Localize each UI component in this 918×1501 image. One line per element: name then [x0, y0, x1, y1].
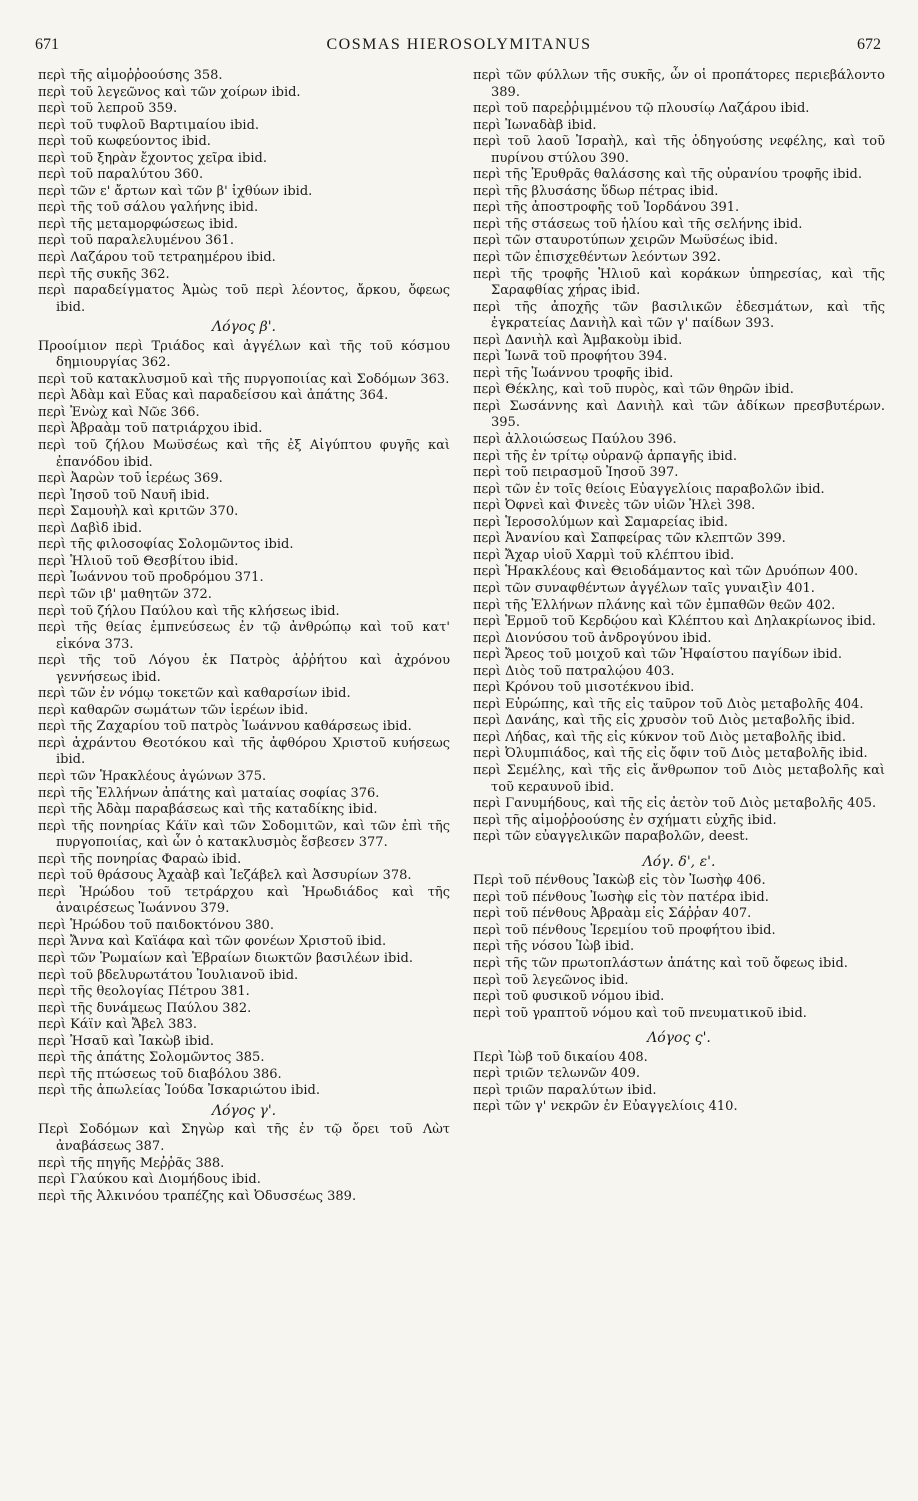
index-entry: περὶ Λήδας, καὶ τῆς εἰς κύκνον τοῦ Διὸς μεταβολῆς ibid. [473, 729, 846, 745]
index-entry: Περὶ Ἰὼβ τοῦ δικαίου 408. [473, 1049, 648, 1065]
index-entry: περὶ τοῦ παραλελυμένου 361. [38, 233, 234, 249]
index-entry: περὶ τοῦ κωφεύοντος ibid. [38, 134, 211, 150]
index-entry: περὶ τῆς τῶν πρωτοπλάστων ἀπάτης καὶ τοῦ ὄφεως ibid. [473, 955, 848, 971]
index-entry: περὶ τῶν συναφθέντων ἀγγέλων ταῖς γυναιξὶν 401. [473, 580, 815, 596]
index-entry: περὶ τῆς μεταμορφώσεως ibid. [38, 216, 239, 232]
right-column [473, 68, 885, 1116]
index-entry: περὶ Ἡρώδου τοῦ τετράρχου καὶ Ἡρωδιάδος καὶ τῆς ἀναιρέσεως Ἰωάννου 379. [38, 884, 450, 917]
index-entry: περὶ τῶν ε' ἄρτων καὶ τῶν β' ἰχθύων ibid. [38, 183, 313, 199]
index-entry: περὶ τῆς Ἀλκινόου τραπέζης καὶ Ὀδυσσέως 389. [38, 1188, 357, 1204]
index-entry: περὶ τῆς πηγῆς Μεῤῥᾶς 388. [38, 1155, 225, 1171]
index-entry: περὶ Διὸς τοῦ πατραλῴου 403. [473, 663, 675, 679]
index-entry: περὶ Ἐνὼχ καὶ Νῶε 366. [38, 404, 200, 420]
index-entry: περὶ τῆς φιλοσοφίας Σολομῶντος ibid. [38, 537, 294, 553]
index-entry: περὶ τῶν ιβ' μαθητῶν 372. [38, 586, 212, 602]
index-entry: περὶ τοῦ τυφλοῦ Βαρτιμαίου ibid. [38, 117, 260, 133]
index-entry: περὶ τῆς Ἐρυθρᾶς θαλάσσης καὶ τῆς οὐρανίου τροφῆς ibid. [473, 167, 863, 183]
index-entry: περὶ τοῦ γραπτοῦ νόμου καὶ τοῦ πνευματικοῦ ibid. [473, 1005, 807, 1021]
index-entry: περὶ Γλαύκου καὶ Διομήδους ibid. [38, 1172, 261, 1188]
index-entry: περὶ Ἡρώδου τοῦ παιδοκτόνου 380. [38, 917, 274, 933]
index-entry: περὶ τοῦ ζήλου Μωϋσέως καὶ τῆς ἐξ Αἰγύπτου φυγῆς καὶ ἐπανόδου ibid. [38, 438, 450, 470]
index-entry: περὶ καθαρῶν σωμάτων τῶν ἱερέων ibid. [38, 702, 309, 718]
index-entry: περὶ τῆς θείας ἐμπνεύσεως ἐν τῷ ἀνθρώπῳ καὶ τοῦ κατ' εἰκόνα 373. [38, 620, 450, 652]
index-entry: περὶ τοῦ παραλύτου 360. [38, 167, 204, 183]
index-entry: περὶ Ἰωναδὰβ ibid. [473, 117, 597, 133]
index-entry: περὶ τῶν Ἡρακλέους ἀγώνων 375. [38, 768, 267, 784]
index-entry: περὶ τῶν σταυροτύπων χειρῶν Μωϋσέως ibid. [473, 233, 778, 249]
index-entry: περὶ τῆς ἀποχῆς τῶν βασιλικῶν ἐδεσμάτων, καὶ τῆς ἐγκρατείας Δανιὴλ καὶ τῶν γ' παίδων 393. [473, 299, 885, 332]
section-heading: Λόγος β'. [211, 319, 277, 336]
index-entry: περὶ παραδείγματος Ἀμὼς τοῦ περὶ λέοντος, ἄρκου, ὄφεως ibid. [38, 283, 450, 315]
index-entry: περὶ τῆς Ἑλλήνων πλάνης καὶ τῶν ἐμπαθῶν θεῶν 402. [473, 597, 836, 613]
index-entry: περὶ τοῦ πένθους Ἀβραὰμ εἰς Σάῤῥαν 407. [473, 906, 752, 922]
index-entry: περὶ τῆς τοῦ σάλου γαλήνης ibid. [38, 200, 259, 216]
index-entry: περὶ τοῦ λεγεῶνος ibid. [473, 972, 629, 988]
index-entry: περὶ Σωσάννης καὶ Δανιὴλ καὶ τῶν ἀδίκων πρεσβυτέρων. 395. [473, 398, 885, 431]
index-entry: περὶ Θέκλης, καὶ τοῦ πυρὸς, καὶ τῶν θηρῶν ibid. [473, 382, 794, 398]
index-entry: περὶ τῆς πονηρίας Κάϊν καὶ τῶν Σοδομιτῶν, καὶ τῶν ἐπὶ τῆς πυργοποιίας, καὶ ὧν ὁ κατακλυσμὸς ἔσβεσεν 377. [38, 818, 450, 851]
index-entry: περὶ τοῦ φυσικοῦ νόμου ibid. [473, 989, 665, 1005]
index-entry: περὶ Ἡλιοῦ τοῦ Θεσβίτου ibid. [38, 553, 239, 569]
index-entry: περὶ Ἑρμοῦ τοῦ Κερδῴου καὶ Κλέπτου καὶ Δηλακρίωνος ibid. [473, 614, 876, 630]
index-entry: περὶ τοῦ λεπροῦ 359. [38, 101, 178, 117]
index-entry: περὶ Σαμουὴλ καὶ κριτῶν 370. [38, 504, 239, 520]
index-entry: Περὶ Σοδόμων καὶ Σηγὼρ καὶ τῆς ἐν τῷ ὄρει τοῦ Λὼτ ἀναβάσεως 387. [38, 1122, 450, 1154]
index-entry: περὶ ἀλλοιώσεως Παύλου 396. [473, 432, 677, 448]
index-entry: περὶ τῶν Ῥωμαίων καὶ Ἑβραίων διωκτῶν βασιλέων ibid. [38, 950, 413, 966]
index-entry: περὶ τῆς δυνάμεως Παύλου 382. [38, 1000, 252, 1016]
index-entry: περὶ τῆς ἀπάτης Σολομῶντος 385. [38, 1050, 265, 1066]
index-entry: περὶ Δανιὴλ καὶ Ἀμβακοὺμ ibid. [473, 332, 683, 348]
index-entry: περὶ τῆς τοῦ Λόγου ἐκ Πατρὸς ἀῤῥήτου καὶ ἀχρόνου γεννήσεως ibid. [38, 653, 450, 685]
index-entry: περὶ τῶν γ' νεκρῶν ἐν Εὐαγγελίοις 410. [473, 1099, 738, 1115]
index-entry: περὶ Ἀαρὼν τοῦ ἱερέως 369. [38, 471, 223, 487]
index-entry: περὶ τριῶν παραλύτων ibid. [473, 1082, 657, 1098]
index-entry: περὶ τῆς ἐν τρίτῳ οὐρανῷ ἁρπαγῆς ibid. [473, 448, 738, 464]
index-entry: περὶ Ἀδὰμ καὶ Εὔας καὶ παραδείσου καὶ ἀπάτης 364. [38, 388, 389, 404]
entry-list [38, 1122, 450, 1205]
index-entry: Προοίμιον περὶ Τριάδος καὶ ἀγγέλων καὶ τῆς τοῦ κόσμου δημιουργίας 362. [38, 338, 450, 371]
index-entry: περὶ τοῦ κατακλυσμοῦ καὶ τῆς πυργοποιίας καὶ Σοδόμων 363. [38, 371, 450, 387]
index-entry: περὶ Γανυμήδους, καὶ τῆς εἰς ἀετὸν τοῦ Διὸς μεταβολῆς 405. [473, 796, 877, 812]
page-header [0, 36, 918, 60]
left-column [38, 68, 450, 1205]
index-entry: περὶ τοῦ λεγεῶνος καὶ τῶν χοίρων ibid. [38, 84, 301, 100]
index-entry: περὶ τῆς Ἑλλήνων ἀπάτης καὶ ματαίας σοφίας 376. [38, 785, 380, 801]
index-entry: περὶ τῶν ἐν τοῖς θείοις Εὐαγγελίοις παραβολῶν ibid. [473, 481, 825, 497]
section-heading: Λόγος γ'. [211, 1102, 277, 1119]
section-heading: Λόγος ς'. [647, 1030, 711, 1047]
index-entry: περὶ τῆς βλυσάσης ὕδωρ πέτρας ibid. [473, 183, 719, 199]
index-entry: περὶ τῆς στάσεως τοῦ ἡλίου καὶ τῆς σελήνης ibid. [473, 216, 803, 232]
index-entry: περὶ τοῦ λαοῦ Ἰσραὴλ, καὶ τῆς ὁδηγούσης νεφέλης, καὶ τοῦ πυρίνου στύλου 390. [473, 134, 885, 166]
index-entry: περὶ τοῦ πειρασμοῦ Ἰησοῦ 397. [473, 465, 679, 481]
entry-list [473, 1050, 885, 1116]
entry-list [473, 873, 885, 1022]
entry-list [38, 68, 450, 316]
index-entry: περὶ Σεμέλης, καὶ τῆς εἰς ἄνθρωπον τοῦ Διὸς μεταβολῆς καὶ τοῦ κεραυνοῦ ibid. [473, 762, 885, 795]
index-entry: περὶ τριῶν τελωνῶν 409. [473, 1066, 640, 1082]
index-entry: περὶ τοῦ θράσους Ἀχαὰβ καὶ Ἰεζάβελ καὶ Ἀσσυρίων 378. [38, 868, 412, 884]
index-entry: περὶ Ἱεροσολύμων καὶ Σαμαρείας ibid. [473, 514, 729, 530]
index-entry: περὶ τῆς ἀπωλείας Ἰούδα Ἰσκαριώτου ibid. [38, 1083, 321, 1099]
entry-list [38, 339, 450, 1100]
index-entry: περὶ τῶν φύλλων τῆς συκῆς, ὧν οἱ προπάτορες περιεβάλοντο 389. [473, 68, 885, 100]
index-entry: περὶ τῆς νόσου Ἰὼβ ibid. [473, 939, 635, 955]
index-entry: περὶ τῆς θεολογίας Πέτρου 381. [38, 984, 250, 1000]
index-entry: περὶ Εὐρώπης, καὶ τῆς εἰς ταῦρον τοῦ Διὸς μεταβολῆς 404. [473, 696, 864, 712]
index-entry: περὶ Λαζάρου τοῦ τετραημέρου ibid. [38, 250, 276, 266]
index-entry: περὶ Ὀλυμπιάδος, καὶ τῆς εἰς ὄφιν τοῦ Διὸς μεταβολῆς ibid. [473, 746, 868, 762]
index-entry: περὶ τῶν ἐπισχεθέντων λεόντων 392. [473, 250, 721, 266]
page-number-left: 671 [35, 36, 59, 53]
index-entry: περὶ τῆς τροφῆς Ἡλιοῦ καὶ κοράκων ὑπηρεσίας, καὶ τῆς Σαραφθίας χήρας ibid. [473, 266, 885, 299]
index-entry: περὶ Ἰωάννου τοῦ προδρόμου 371. [38, 570, 264, 586]
index-entry: περὶ τῆς πτώσεως τοῦ διαβόλου 386. [38, 1066, 282, 1082]
page-number-right: 672 [857, 36, 881, 53]
index-entry: περὶ Ἀνανίου καὶ Σαπφείρας τῶν κλεπτῶν 399. [473, 531, 786, 547]
index-entry: περὶ Ἡρακλέους καὶ Θειοδάμαντος καὶ τῶν Δρυόπων 400. [473, 564, 859, 580]
index-entry: Περὶ τοῦ πένθους Ἰακὼβ εἰς τὸν Ἰωσὴφ 406. [473, 873, 766, 889]
index-entry: περὶ τῆς αἱμοῤῥοούσης ἐν σχήματι εὐχῆς ibid. [473, 812, 777, 828]
index-entry: περὶ Ἄχαρ υἱοῦ Χαρμὶ τοῦ κλέπτου ibid. [473, 547, 735, 563]
index-entry: περὶ τῶν εὐαγγελικῶν παραβολῶν, deest. [473, 829, 749, 845]
index-entry: περὶ Ὀφνεὶ καὶ Φινεὲς τῶν υἱῶν Ἠλεὶ 398. [473, 498, 756, 514]
index-entry: περὶ Ἰωνᾶ τοῦ προφήτου 394. [473, 349, 668, 365]
index-entry: περὶ Δανάης, καὶ τῆς εἰς χρυσὸν τοῦ Διὸς μεταβολῆς ibid. [473, 713, 856, 729]
index-entry: περὶ ἀχράντου Θεοτόκου καὶ τῆς ἀφθόρου Χριστοῦ κυήσεως ibid. [38, 735, 450, 768]
index-entry: περὶ Ἀβραὰμ τοῦ πατριάρχου ibid. [38, 421, 263, 437]
running-title: COSMAS HIEROSOLYMITANUS [326, 36, 592, 53]
index-entry: περὶ τῆς συκῆς 362. [38, 266, 170, 282]
index-entry: περὶ τοῦ παρεῤῥιμμένου τῷ πλουσίῳ Λαζάρου ibid. [473, 101, 810, 117]
index-entry: περὶ τοῦ πένθους Ἰωσὴφ εἰς τὸν πατέρα ibid. [473, 889, 769, 905]
index-entry: περὶ Κρόνου τοῦ μισοτέκνου ibid. [473, 680, 695, 696]
index-entry: περὶ τῆς Ζαχαρίου τοῦ πατρὸς Ἰωάννου καθάρσεως ibid. [38, 719, 412, 735]
index-entry: περὶ τοῦ βδελυρωτάτου Ἰουλιανοῦ ibid. [38, 967, 299, 983]
index-entry: περὶ Ἄννα καὶ Καϊάφα καὶ τῶν φονέων Χριστοῦ ibid. [38, 934, 387, 950]
index-entry: περὶ τῶν ἐν νόμῳ τοκετῶν καὶ καθαρσίων ibid. [38, 686, 351, 702]
index-entry: περὶ τοῦ ζήλου Παύλου καὶ τῆς κλήσεως ibid. [38, 603, 340, 619]
index-entry: περὶ Ἄρεος τοῦ μοιχοῦ καὶ τῶν Ἡφαίστου παγίδων ibid. [473, 647, 842, 663]
index-entry: περὶ τοῦ ξηρὰν ἔχοντος χεῖρα ibid. [38, 150, 267, 166]
entry-list [473, 68, 885, 846]
index-entry: περὶ Δαβὶδ ibid. [38, 520, 142, 536]
index-entry: περὶ τῆς Ἀδὰμ παραβάσεως καὶ τῆς καταδίκης ibid. [38, 802, 378, 818]
index-entry: περὶ Ἰησοῦ τοῦ Ναυῆ ibid. [38, 487, 210, 503]
index-entry: περὶ Κάϊν καὶ Ἄβελ 383. [38, 1017, 198, 1033]
index-entry: περὶ Διονύσου τοῦ ἀνδρογύνου ibid. [473, 630, 712, 646]
index-entry: περὶ τῆς ἀποστροφῆς τοῦ Ἰορδάνου 391. [473, 200, 740, 216]
index-entry: περὶ τῆς πονηρίας Φαραὼ ibid. [38, 851, 242, 867]
index-entry: περὶ τῆς αἱμοῤῥοούσης 358. [38, 68, 223, 83]
index-entry: περὶ Ἠσαῦ καὶ Ἰακὼβ ibid. [38, 1033, 214, 1049]
section-heading: Λόγ. δ', ε'. [642, 853, 716, 870]
index-entry: περὶ τοῦ πένθους Ἱερεμίου τοῦ προφήτου ibid. [473, 922, 776, 938]
index-entry: περὶ τῆς Ἰωάννου τροφῆς ibid. [473, 365, 674, 381]
